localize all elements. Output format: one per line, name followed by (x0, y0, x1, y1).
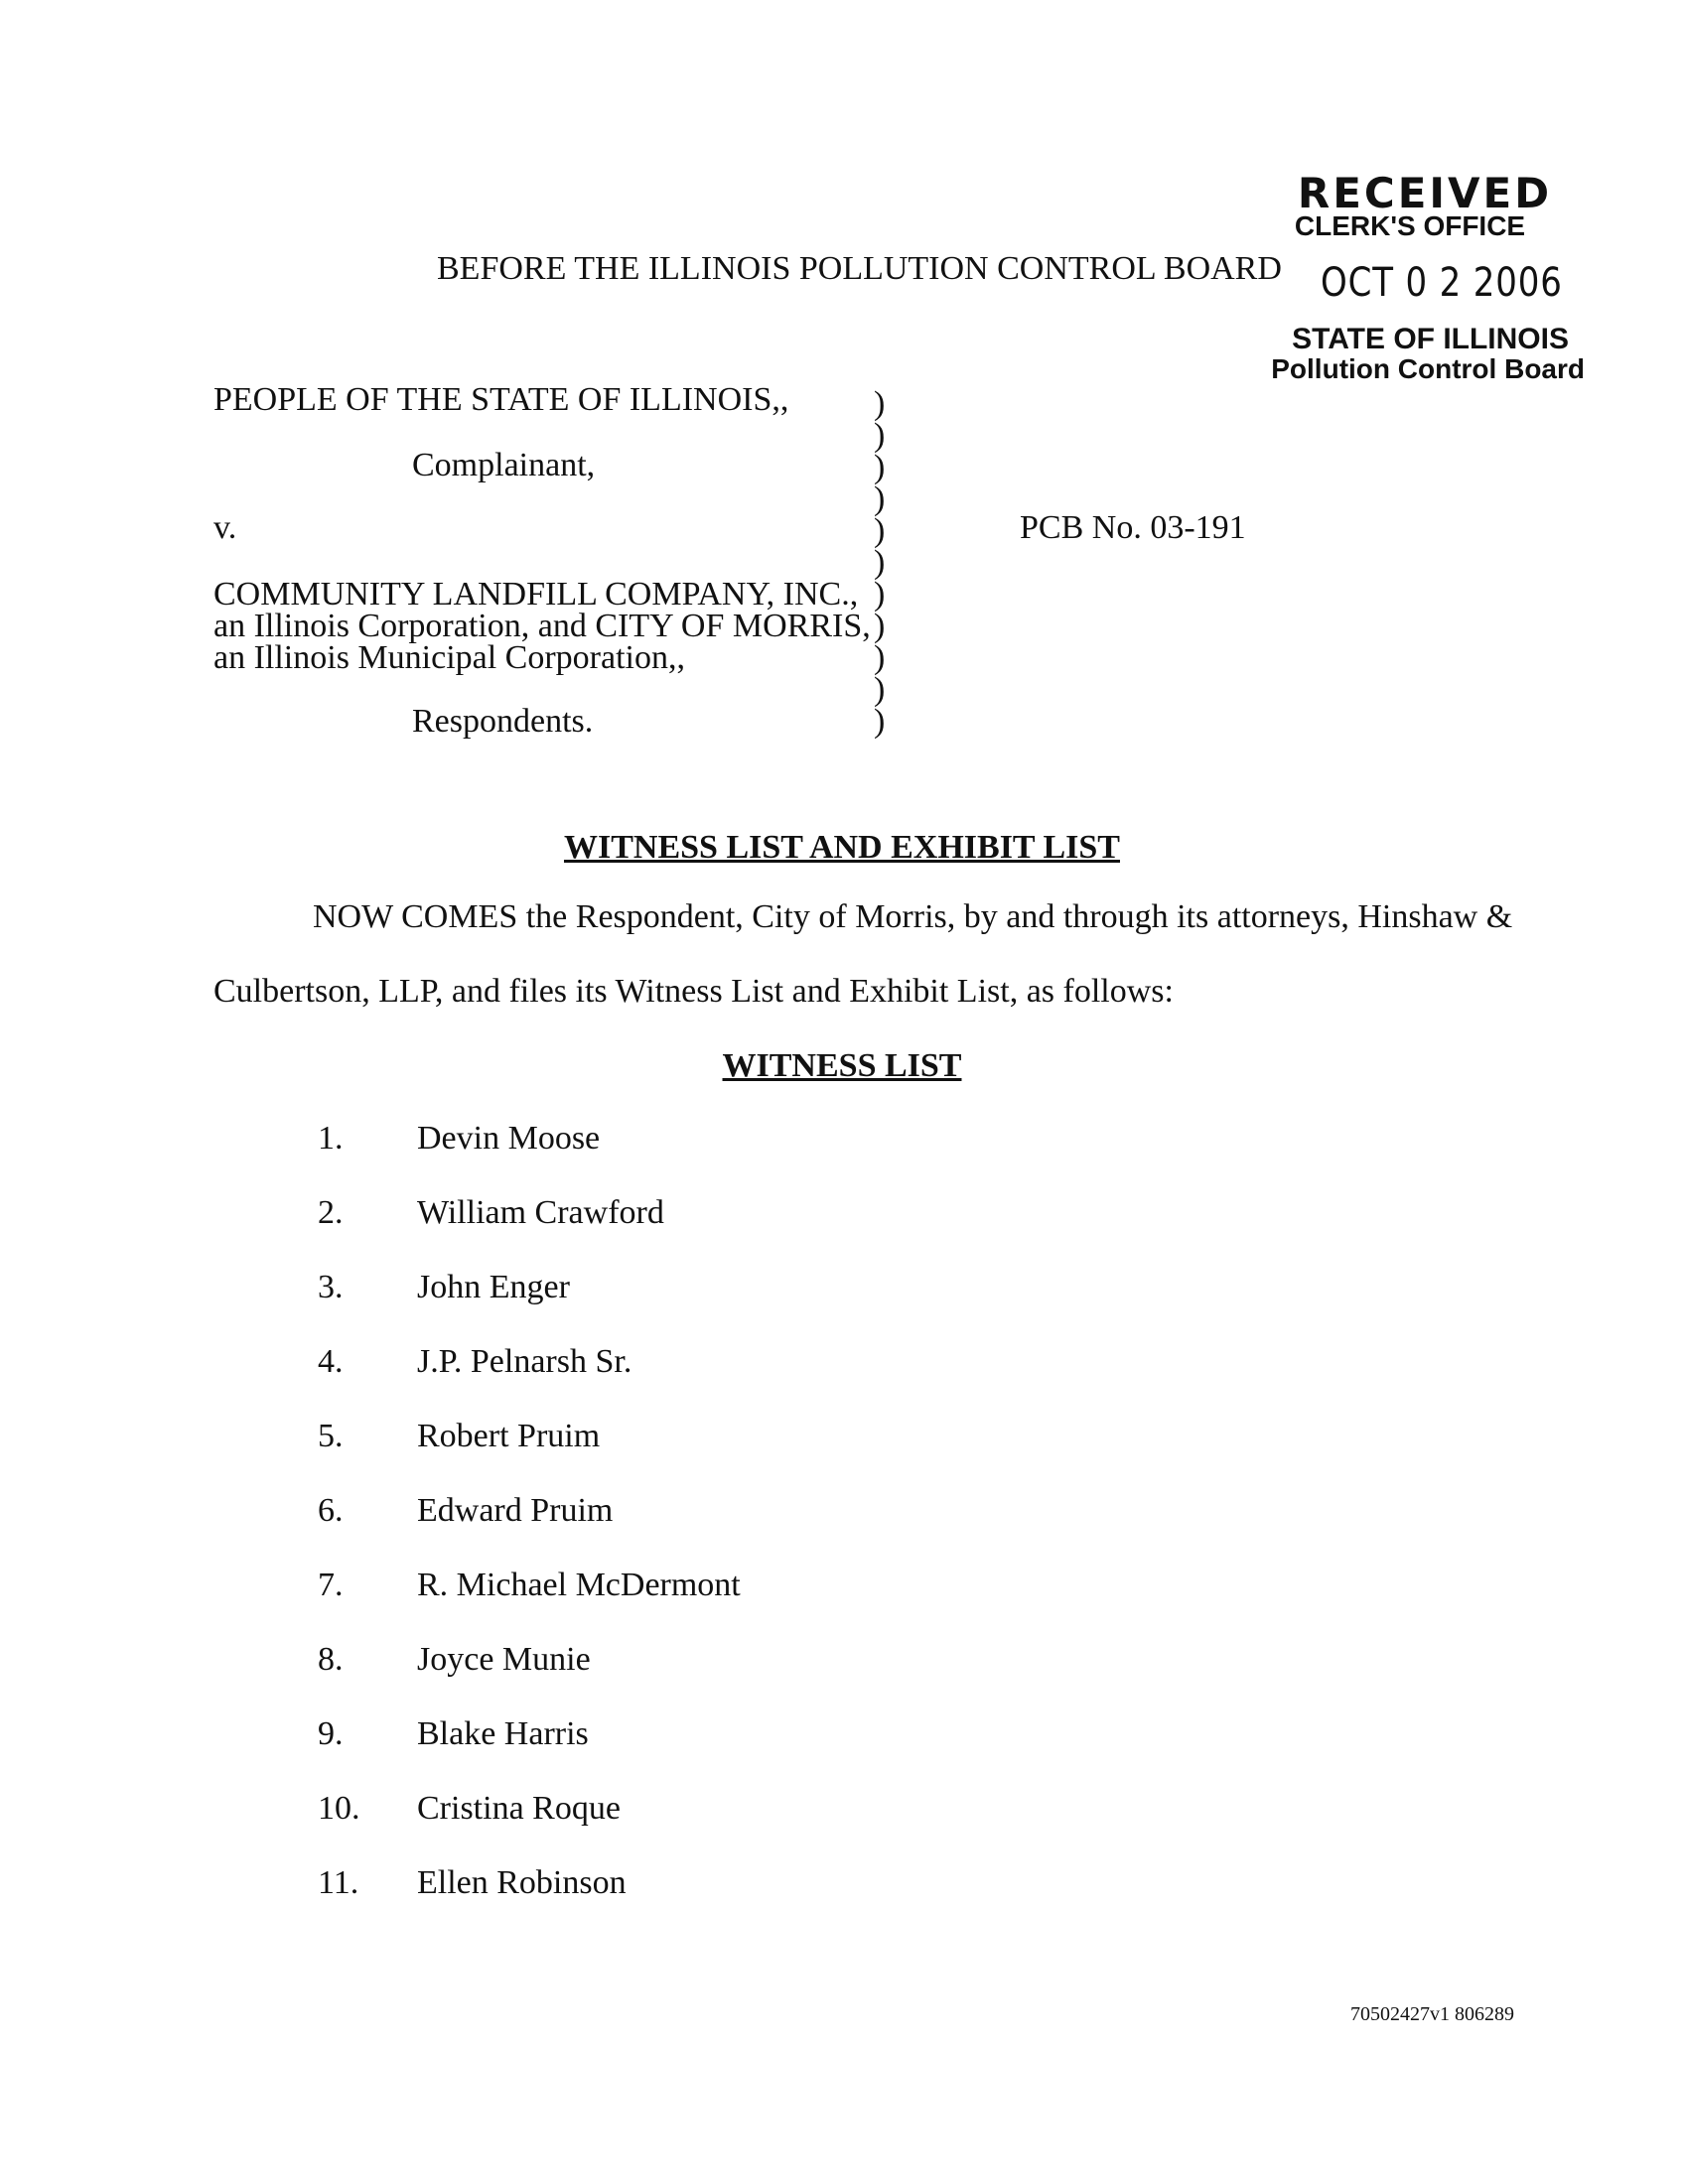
caption-people: PEOPLE OF THE STATE OF ILLINOIS,, (213, 381, 789, 418)
witness-number: 9. (318, 1715, 344, 1752)
witness-number: 5. (318, 1418, 344, 1454)
caption-paren: ) (874, 449, 886, 485)
caption-paren: ) (874, 385, 886, 422)
witness-name: Joyce Munie (417, 1641, 591, 1678)
caption-respondents: Respondents. (412, 703, 594, 740)
witness-name: Blake Harris (417, 1715, 589, 1752)
witness-number: 11. (318, 1864, 359, 1901)
caption-paren: ) (874, 703, 886, 740)
caption-versus: v. (213, 509, 237, 546)
stamp-board: Pollution Control Board (1271, 353, 1585, 384)
case-number: PCB No. 03-191 (1020, 509, 1246, 546)
intro-line-1: NOW COMES the Respondent, City of Morris, by and through its attorneys, Hinshaw & (313, 898, 1513, 935)
witness-name: Ellen Robinson (417, 1864, 627, 1901)
witness-number: 4. (318, 1343, 344, 1380)
document-heading: BEFORE THE ILLINOIS POLLUTION CONTROL BOARD (437, 250, 1282, 287)
witness-number: 7. (318, 1567, 344, 1603)
caption-paren: ) (874, 576, 886, 613)
witness-number: 2. (318, 1194, 344, 1231)
caption-complainant: Complainant, (412, 447, 596, 483)
stamp-state: STATE OF ILLINOIS (1292, 323, 1569, 355)
document-title: WITNESS LIST AND EXHIBIT LIST (563, 829, 1120, 866)
witness-name: Robert Pruim (417, 1418, 601, 1454)
caption-paren: ) (874, 417, 886, 454)
witness-list-title: WITNESS LIST (722, 1047, 962, 1084)
stamp-clerk-office: CLERK'S OFFICE (1294, 210, 1526, 241)
witness-name: Edward Pruim (417, 1492, 614, 1529)
witness-number: 6. (318, 1492, 344, 1529)
caption-paren: ) (874, 512, 886, 549)
witness-number: 3. (318, 1269, 344, 1305)
stamp-received: RECEIVED (1297, 169, 1553, 217)
stamp-date: OCT 0 2 2006 (1321, 260, 1563, 306)
witness-number: 10. (318, 1790, 360, 1827)
caption-respondent-line3: an Illinois Municipal Corporation,, (213, 639, 685, 676)
witness-number: 1. (318, 1120, 344, 1157)
caption-respondent-line2: an Illinois Corporation, and CITY OF MORRIS, (213, 608, 871, 644)
caption-paren: ) (874, 544, 886, 581)
caption-respondent-line1: COMMUNITY LANDFILL COMPANY, INC., (213, 576, 859, 613)
witness-name: J.P. Pelnarsh Sr. (417, 1343, 632, 1380)
caption-paren: ) (874, 671, 886, 708)
document-code: 70502427v1 806289 (1350, 2003, 1514, 2025)
witness-name: Cristina Roque (417, 1790, 621, 1827)
caption-paren: ) (874, 639, 886, 676)
caption-paren: ) (874, 480, 886, 517)
witness-number: 8. (318, 1641, 344, 1678)
intro-line-2: Culbertson, LLP, and files its Witness List and Exhibit List, as follows: (213, 973, 1174, 1010)
caption-paren: ) (874, 608, 886, 644)
witness-name: Devin Moose (417, 1120, 601, 1157)
witness-name: R. Michael McDermont (417, 1567, 741, 1603)
witness-name: John Enger (417, 1269, 570, 1305)
witness-name: William Crawford (417, 1194, 664, 1231)
